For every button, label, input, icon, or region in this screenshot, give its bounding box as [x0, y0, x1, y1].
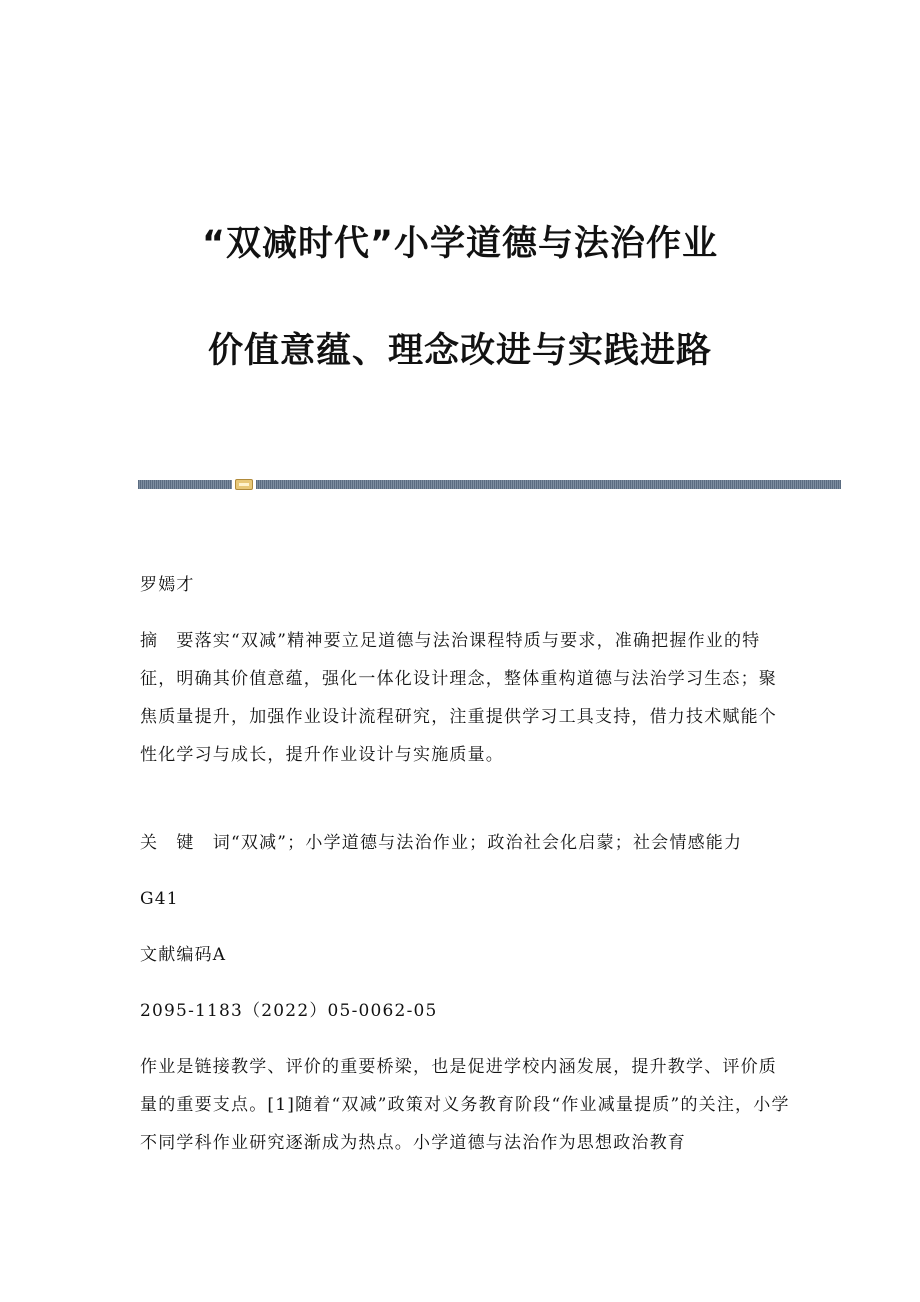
classification-code: G41	[140, 889, 179, 909]
article-number: 2095-1183（2022）05-0062-05	[140, 1001, 438, 1021]
abstract-paragraph: 摘 要落实“双减”精神要立足道德与法治课程特质与要求，准确把握作业的特征，明确其价值意蕴，强化一体化设计理念，整体重构道德与法治学习生态；聚焦质量提升，加强作业设计流程研究，注重提供学习工具支持，借力技术赋能个性化学习与成长，提升作业设计与实施质量。	[140, 631, 777, 765]
title-line-2: 价值意蕴、理念改进与实践进路	[207, 331, 712, 371]
title-line-1: “双减时代”小学道德与法治作业	[201, 224, 718, 264]
document-code: 文献编码A	[140, 945, 227, 965]
keywords-line: 关 键 词“双减”；小学道德与法治作业；政治社会化启蒙；社会情感能力	[140, 833, 743, 853]
divider-ornament-icon	[235, 479, 253, 490]
divider-bar-right	[256, 480, 841, 489]
divider-bar-left	[138, 480, 232, 489]
author-name: 罗嫣才	[140, 575, 195, 595]
title-divider	[138, 480, 841, 489]
body-paragraph: 作业是链接教学、评价的重要桥梁，也是促进学校内涵发展，提升教学、评价质量的重要支点。[1]随着“双减”政策对义务教育阶段“作业减量提质”的关注，小学不同学科作业研究逐渐成为热点。小学道德与法治作为思想政治教育	[140, 1057, 790, 1153]
